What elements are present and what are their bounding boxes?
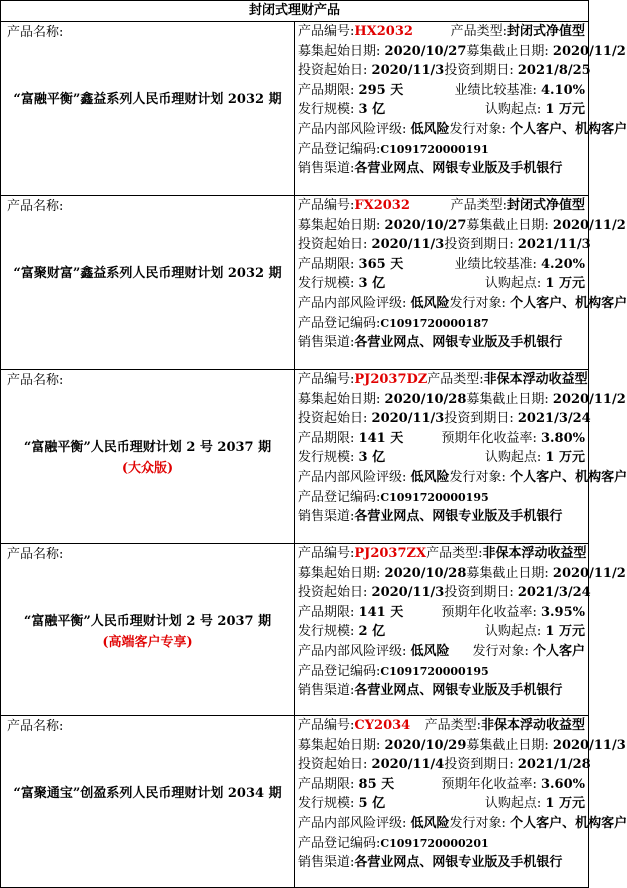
product-risk: 低风险 <box>410 643 450 659</box>
invest-start-label: 投资起始日: <box>298 63 368 79</box>
product-type: 封闭式净值型 <box>506 24 585 39</box>
invest-end-label: 投资到期日: <box>444 237 514 253</box>
invest-start-date: 2020/11/3 <box>371 237 445 253</box>
scale-label: 发行规模: <box>298 450 355 466</box>
reg-label: 产品登记编码: <box>298 663 381 679</box>
product-target: 个人客户 <box>532 643 585 659</box>
product-min: 1 万元 <box>545 624 585 640</box>
product-channel: 各营业网点、网银专业版及手机银行 <box>354 161 563 177</box>
product-target: 个人客户、机构客户 <box>510 121 627 137</box>
product-row <box>1 22 589 196</box>
min-label: 认购起点: <box>484 450 542 466</box>
product-reg-code: C1091720000195 <box>380 664 489 678</box>
product-tag: (大众版) <box>121 461 174 476</box>
raise-start-label: 募集起始日期: <box>298 737 381 753</box>
product-reg-code: C1091720000187 <box>380 316 489 330</box>
invest-end-label: 投资到期日: <box>444 63 514 79</box>
detail-line <box>298 468 627 488</box>
product-target: 个人客户、机构客户 <box>510 295 627 311</box>
product-reg-code: C1091720000191 <box>380 142 489 156</box>
invest-start-date: 2020/11/3 <box>371 411 445 427</box>
detail-line <box>298 159 585 179</box>
detail-line <box>298 429 585 449</box>
term-label: 产品期限: <box>298 604 355 620</box>
target-label: 发行对象: <box>449 815 506 831</box>
detail-line <box>298 216 626 236</box>
detail-line <box>298 61 591 81</box>
product-detail-cell <box>295 716 627 888</box>
product-min: 1 万元 <box>545 102 585 118</box>
invest-start-label: 投资起始日: <box>298 237 368 253</box>
rate-label: 预期年化收益率: <box>441 776 537 792</box>
product-name: “富融平衡”鑫益系列人民币理财计划 2032 期 <box>13 92 282 107</box>
scale-label: 发行规模: <box>298 276 355 292</box>
product-detail-cell <box>295 22 627 196</box>
product-channel: 各营业网点、网银专业版及手机银行 <box>354 335 563 351</box>
raise-start-date: 2020/10/28 <box>384 391 467 407</box>
raise-end-label: 募集截止日期: <box>466 737 549 753</box>
product-rate: 3.60% <box>540 776 585 792</box>
raise-start-label: 募集起始日期: <box>298 565 381 581</box>
raise-end-label: 募集截止日期: <box>466 391 549 407</box>
detail-line <box>298 274 585 294</box>
detail-line <box>298 603 585 623</box>
risk-label: 产品内部风险评级: <box>298 469 407 485</box>
channel-label: 销售渠道: <box>298 683 355 699</box>
channel-label: 销售渠道: <box>298 509 355 525</box>
code-label: 产品编号: <box>298 372 355 387</box>
type-label: 产品类型: <box>426 546 483 561</box>
product-rate: 3.95% <box>540 604 585 620</box>
raise-start-label: 募集起始日期: <box>298 217 381 233</box>
product-risk: 低风险 <box>410 815 450 831</box>
product-code: PJ2037ZX <box>354 546 427 561</box>
product-code: CY2034 <box>354 718 411 733</box>
product-scale: 5 亿 <box>358 796 386 812</box>
raise-end-date: 2020/11/2 <box>552 565 626 581</box>
min-label: 认购起点: <box>484 624 542 640</box>
detail-line <box>298 775 585 795</box>
term-label: 产品期限: <box>298 430 355 446</box>
detail-line <box>298 42 626 62</box>
detail-line <box>298 794 585 814</box>
raise-start-date: 2020/10/29 <box>384 737 467 753</box>
channel-label: 销售渠道: <box>298 855 355 871</box>
invest-end-date: 2021/8/25 <box>517 63 591 79</box>
product-row <box>1 196 589 370</box>
detail-line <box>298 140 585 160</box>
product-target: 个人客户、机构客户 <box>510 815 627 831</box>
product-min: 1 万元 <box>545 450 585 466</box>
product-code: PJ2037DZ <box>354 372 428 387</box>
detail-line <box>298 333 585 353</box>
reg-label: 产品登记编码: <box>298 315 381 331</box>
code-label: 产品编号: <box>298 24 355 39</box>
invest-end-date: 2021/3/24 <box>517 585 591 601</box>
rate-label: 业绩比较基准: <box>454 82 537 98</box>
invest-end-label: 投资到期日: <box>444 411 514 427</box>
name-label: 产品名称: <box>7 199 64 214</box>
detail-line <box>298 448 585 468</box>
product-min: 1 万元 <box>545 796 585 812</box>
type-label: 产品类型: <box>450 24 507 39</box>
product-name: “富融平衡”人民币理财计划 2 号 2037 期 <box>23 614 272 629</box>
detail-line <box>298 583 591 603</box>
detail-line <box>298 314 585 334</box>
invest-start-label: 投资起始日: <box>298 585 368 601</box>
detail-line <box>298 834 585 854</box>
reg-label: 产品登记编码: <box>298 835 381 851</box>
product-min: 1 万元 <box>545 276 585 292</box>
product-term: 295 天 <box>358 82 404 98</box>
risk-label: 产品内部风险评级: <box>298 643 407 659</box>
product-name: “富聚财富”鑫益系列人民币理财计划 2032 期 <box>13 266 282 281</box>
product-scale: 2 亿 <box>358 624 386 640</box>
code-label: 产品编号: <box>298 718 355 733</box>
product-detail-cell <box>295 370 627 544</box>
product-type: 封闭式净值型 <box>506 198 585 213</box>
risk-label: 产品内部风险评级: <box>298 121 407 137</box>
rate-label: 预期年化收益率: <box>441 430 537 446</box>
raise-end-date: 2020/11/3 <box>552 737 626 753</box>
reg-label: 产品登记编码: <box>298 489 381 505</box>
channel-label: 销售渠道: <box>298 161 355 177</box>
product-name: “富聚通宝”创盈系列人民币理财计划 2034 期 <box>13 786 282 801</box>
product-reg-code: C1091720000195 <box>380 490 489 504</box>
product-name-cell <box>1 370 295 544</box>
detail-line <box>298 390 626 410</box>
invest-end-date: 2021/11/3 <box>517 237 591 253</box>
target-label: 发行对象: <box>449 295 506 311</box>
detail-line <box>298 409 591 429</box>
product-risk: 低风险 <box>410 295 450 311</box>
product-name-cell <box>1 196 295 370</box>
detail-line <box>298 814 627 834</box>
risk-label: 产品内部风险评级: <box>298 815 407 831</box>
raise-start-label: 募集起始日期: <box>298 391 381 407</box>
product-channel: 各营业网点、网银专业版及手机银行 <box>354 509 563 525</box>
product-type: 非保本浮动收益型 <box>482 546 587 561</box>
invest-start-label: 投资起始日: <box>298 411 368 427</box>
type-label: 产品类型: <box>427 372 484 387</box>
name-label: 产品名称: <box>7 25 64 40</box>
rate-label: 业绩比较基准: <box>454 256 537 272</box>
target-label: 发行对象: <box>449 121 506 137</box>
detail-line <box>298 100 585 120</box>
code-label: 产品编号: <box>298 198 355 213</box>
detail-line <box>298 196 585 216</box>
raise-end-label: 募集截止日期: <box>466 217 549 233</box>
detail-line <box>298 564 626 584</box>
product-term: 141 天 <box>358 604 404 620</box>
type-label: 产品类型: <box>424 718 481 733</box>
product-rate: 3.80% <box>540 430 585 446</box>
target-label: 发行对象: <box>472 643 529 659</box>
raise-end-date: 2020/11/2 <box>552 391 626 407</box>
product-term: 365 天 <box>358 256 404 272</box>
term-label: 产品期限: <box>298 82 355 98</box>
product-name: “富融平衡”人民币理财计划 2 号 2037 期 <box>23 440 272 455</box>
detail-line <box>298 255 585 275</box>
product-row <box>1 716 589 888</box>
detail-line <box>298 544 585 564</box>
product-type: 非保本浮动收益型 <box>483 372 588 387</box>
product-target: 个人客户、机构客户 <box>510 469 627 485</box>
raise-end-date: 2020/11/2 <box>552 43 626 59</box>
product-name-cell <box>1 22 295 196</box>
product-term: 85 天 <box>358 776 395 792</box>
name-label: 产品名称: <box>7 719 64 734</box>
invest-end-label: 投资到期日: <box>444 585 514 601</box>
product-code: HX2032 <box>354 24 413 39</box>
raise-end-label: 募集截止日期: <box>466 565 549 581</box>
product-scale: 3 亿 <box>358 102 386 118</box>
detail-line <box>298 507 585 527</box>
invest-start-date: 2020/11/3 <box>371 63 445 79</box>
raise-end-date: 2020/11/2 <box>552 217 626 233</box>
detail-line <box>298 120 627 140</box>
raise-end-label: 募集截止日期: <box>466 43 549 59</box>
product-row <box>1 544 589 716</box>
code-label: 产品编号: <box>298 546 355 561</box>
raise-start-date: 2020/10/27 <box>384 43 467 59</box>
product-rate: 4.20% <box>540 256 585 272</box>
detail-line <box>298 294 627 314</box>
invest-start-label: 投资起始日: <box>298 757 368 773</box>
table-title: 封闭式理财产品 <box>1 1 589 22</box>
product-detail-cell <box>295 544 626 716</box>
name-label: 产品名称: <box>7 373 64 388</box>
product-risk: 低风险 <box>410 121 450 137</box>
detail-line <box>298 642 585 662</box>
detail-line <box>298 235 591 255</box>
product-detail-cell <box>295 196 627 370</box>
min-label: 认购起点: <box>484 102 542 118</box>
product-rate: 4.10% <box>540 82 585 98</box>
invest-end-date: 2021/3/24 <box>517 411 591 427</box>
product-rows <box>1 22 627 888</box>
product-tag: (高端客户专享) <box>102 635 193 650</box>
type-label: 产品类型: <box>450 198 507 213</box>
detail-line <box>298 81 585 101</box>
product-channel: 各营业网点、网银专业版及手机银行 <box>354 855 563 871</box>
product-name-cell <box>1 544 295 716</box>
detail-line <box>298 370 588 390</box>
product-row <box>1 370 589 544</box>
min-label: 认购起点: <box>484 796 542 812</box>
detail-line <box>298 681 585 701</box>
invest-start-date: 2020/11/4 <box>371 757 445 773</box>
raise-start-label: 募集起始日期: <box>298 43 381 59</box>
detail-line <box>298 736 626 756</box>
reg-label: 产品登记编码: <box>298 141 381 157</box>
product-reg-code: C1091720000201 <box>380 836 489 850</box>
product-channel: 各营业网点、网银专业版及手机银行 <box>354 683 563 699</box>
detail-line <box>298 755 591 775</box>
product-scale: 3 亿 <box>358 276 386 292</box>
detail-line <box>298 716 585 736</box>
detail-line <box>298 488 585 508</box>
scale-label: 发行规模: <box>298 102 355 118</box>
raise-start-date: 2020/10/28 <box>384 565 467 581</box>
term-label: 产品期限: <box>298 256 355 272</box>
channel-label: 销售渠道: <box>298 335 355 351</box>
product-name-cell <box>1 716 295 888</box>
raise-start-date: 2020/10/27 <box>384 217 467 233</box>
risk-label: 产品内部风险评级: <box>298 295 407 311</box>
invest-start-date: 2020/11/3 <box>371 585 445 601</box>
invest-end-label: 投资到期日: <box>444 757 514 773</box>
detail-line <box>298 853 585 873</box>
target-label: 发行对象: <box>449 469 506 485</box>
term-label: 产品期限: <box>298 776 355 792</box>
product-type: 非保本浮动收益型 <box>480 718 585 733</box>
min-label: 认购起点: <box>484 276 542 292</box>
name-label: 产品名称: <box>7 547 64 562</box>
scale-label: 发行规模: <box>298 624 355 640</box>
detail-line <box>298 622 585 642</box>
product-term: 141 天 <box>358 430 404 446</box>
detail-line <box>298 22 585 42</box>
invest-end-date: 2021/1/28 <box>517 757 591 773</box>
scale-label: 发行规模: <box>298 796 355 812</box>
detail-line <box>298 662 585 682</box>
product-scale: 3 亿 <box>358 450 386 466</box>
rate-label: 预期年化收益率: <box>441 604 537 620</box>
product-code: FX2032 <box>354 198 410 213</box>
product-risk: 低风险 <box>410 469 450 485</box>
